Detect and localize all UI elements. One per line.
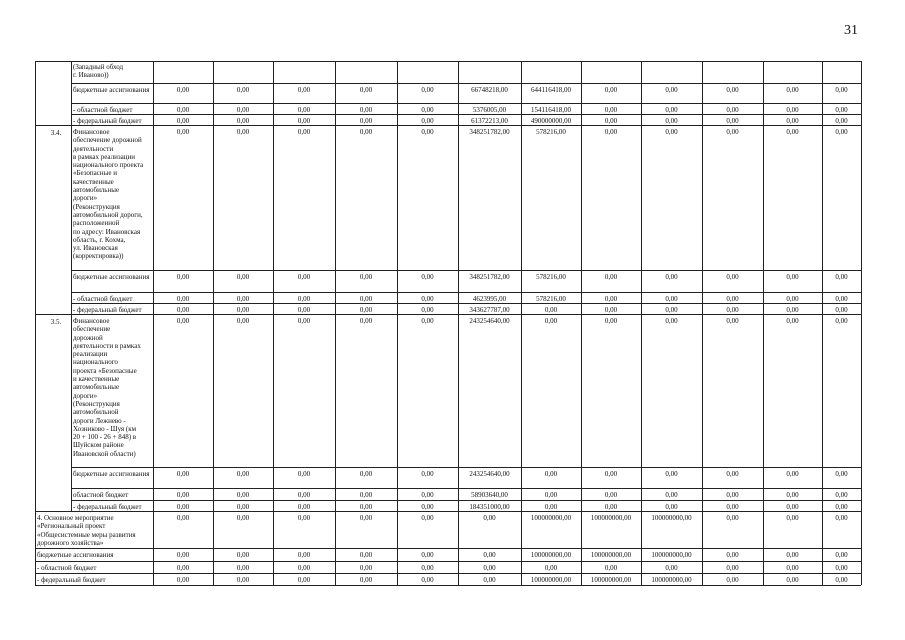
- budget-value-cell: 0,00: [297, 470, 311, 478]
- row-border: [71, 270, 861, 271]
- budget-value-cell: 0,00: [297, 551, 311, 559]
- budget-value-cell: 348251782,00: [469, 273, 510, 281]
- budget-value-cell: 0,00: [544, 564, 558, 572]
- budget-value-cell: 0,00: [297, 106, 311, 114]
- item-number: 3.5.: [50, 318, 62, 326]
- budget-value-cell: 0,00: [359, 564, 373, 572]
- budget-value-cell: 100000000,00: [651, 551, 692, 559]
- funding-source-label: бюджетные ассигнования: [37, 551, 114, 559]
- budget-value-cell: 0,00: [176, 117, 190, 125]
- budget-value-cell: 0,00: [483, 576, 496, 584]
- project-description: Финансовое обеспечение дорожной деятельности в рамках реализации национального проекта «Безопасные и качественные автомобильные дороги» (Реконструкция автомобильной дороги, расположенной по адресу: Ивановская область, г. Кохма, ул. Ивановская (корректировка)): [73, 128, 144, 261]
- budget-value-cell: 0,00: [835, 551, 848, 559]
- budget-value-cell: 0,00: [236, 117, 250, 125]
- budget-value-cell: 0,00: [236, 503, 250, 511]
- budget-value-cell: 100000000,00: [651, 514, 692, 522]
- budget-value-cell: 0,00: [726, 106, 739, 114]
- budget-value-cell: 0,00: [604, 564, 618, 572]
- budget-value-cell: 0,00: [604, 117, 618, 125]
- budget-value-cell: 0,00: [835, 491, 848, 499]
- budget-value-cell: 0,00: [421, 551, 434, 559]
- budget-value-cell: 0,00: [604, 273, 618, 281]
- budget-value-cell: 0,00: [176, 306, 190, 314]
- budget-value-cell: 0,00: [726, 470, 739, 478]
- budget-value-cell: 0,00: [421, 317, 434, 325]
- budget-value-cell: 0,00: [297, 128, 311, 136]
- budget-value-cell: 578216,00: [536, 128, 566, 136]
- budget-value-cell: 0,00: [726, 491, 739, 499]
- budget-value-cell: 0,00: [786, 564, 799, 572]
- budget-value-cell: 0,00: [176, 470, 190, 478]
- budget-value-cell: 0,00: [421, 576, 434, 584]
- funding-source-label: - федеральный бюджет: [73, 503, 142, 511]
- budget-value-cell: 0,00: [726, 514, 739, 522]
- budget-value-cell: 644116418,00: [531, 86, 571, 94]
- budget-value-cell: 0,00: [786, 470, 799, 478]
- budget-value-cell: 154116418,00: [531, 106, 571, 114]
- funding-source-label: - федеральный бюджет: [73, 306, 142, 314]
- budget-value-cell: 0,00: [421, 514, 434, 522]
- budget-value-cell: 0,00: [176, 273, 190, 281]
- budget-value-cell: 100000000,00: [590, 551, 632, 559]
- budget-value-cell: 0,00: [726, 86, 739, 94]
- budget-value-cell: 0,00: [236, 106, 250, 114]
- budget-value-cell: 0,00: [421, 503, 434, 511]
- row-border: [71, 103, 861, 104]
- budget-value-cell: 0,00: [359, 86, 373, 94]
- budget-value-cell: 0,00: [665, 317, 678, 325]
- budget-value-cell: 0,00: [665, 86, 678, 94]
- budget-value-cell: 0,00: [483, 514, 496, 522]
- budget-value-cell: 0,00: [544, 503, 558, 511]
- budget-value-cell: 0,00: [835, 128, 848, 136]
- budget-value-cell: 0,00: [359, 551, 373, 559]
- funding-source-label: - областной бюджет: [73, 106, 133, 114]
- budget-value-cell: 0,00: [835, 117, 848, 125]
- budget-value-cell: 100000000,00: [530, 514, 572, 522]
- budget-value-cell: 0,00: [726, 564, 739, 572]
- budget-value-cell: 0,00: [786, 295, 799, 303]
- funding-source-label: - областной бюджет: [37, 564, 97, 572]
- budget-value-cell: 5376005,00: [472, 106, 507, 114]
- column-border: [71, 61, 72, 511]
- budget-value-cell: 0,00: [726, 295, 739, 303]
- budget-value-cell: 0,00: [236, 551, 250, 559]
- funding-source-label: бюджетные ассигнования: [73, 86, 150, 94]
- budget-value-cell: 0,00: [726, 117, 739, 125]
- budget-value-cell: 0,00: [297, 306, 311, 314]
- budget-value-cell: 0,00: [421, 306, 434, 314]
- budget-value-cell: 0,00: [236, 295, 250, 303]
- budget-value-cell: 0,00: [786, 491, 799, 499]
- budget-value-cell: 0,00: [835, 106, 848, 114]
- funding-source-label: - федеральный бюджет: [37, 576, 106, 584]
- row-border: [35, 585, 861, 586]
- item-number: 3.4.: [50, 129, 62, 137]
- budget-value-cell: 4623995,00: [472, 295, 507, 303]
- budget-value-cell: 0,00: [297, 86, 311, 94]
- budget-value-cell: 0,00: [297, 117, 311, 125]
- budget-value-cell: 0,00: [665, 503, 678, 511]
- funding-source-label: бюджетные ассигнования: [73, 273, 150, 281]
- funding-source-label: - федеральный бюджет: [73, 117, 142, 125]
- budget-value-cell: 0,00: [786, 128, 799, 136]
- budget-value-cell: 0,00: [544, 470, 558, 478]
- budget-value-cell: 0,00: [786, 576, 799, 584]
- budget-value-cell: 0,00: [236, 306, 250, 314]
- budget-value-cell: 0,00: [544, 317, 558, 325]
- budget-value-cell: 0,00: [604, 106, 618, 114]
- budget-value-cell: 0,00: [726, 306, 739, 314]
- budget-value-cell: 0,00: [665, 128, 678, 136]
- budget-value-cell: 0,00: [835, 317, 848, 325]
- budget-value-cell: 0,00: [176, 86, 190, 94]
- row-border: [71, 292, 861, 293]
- row-border: [35, 561, 861, 562]
- budget-value-cell: 578216,00: [536, 273, 566, 281]
- budget-value-cell: 0,00: [665, 306, 678, 314]
- budget-value-cell: 0,00: [786, 317, 799, 325]
- project-description-continued: (Западный обход г. Иваново)): [73, 63, 124, 80]
- budget-value-cell: 0,00: [236, 317, 250, 325]
- event-description: 4. Основное мероприятие «Региональный проект «Общесистемные меры развития дорожного хозяйства»: [37, 514, 136, 547]
- budget-value-cell: 0,00: [726, 576, 739, 584]
- budget-value-cell: 0,00: [726, 273, 739, 281]
- row-border: [71, 500, 861, 501]
- budget-value-cell: 0,00: [665, 295, 678, 303]
- budget-value-cell: 0,00: [236, 470, 250, 478]
- budget-value-cell: 0,00: [786, 503, 799, 511]
- budget-value-cell: 0,00: [297, 317, 311, 325]
- budget-value-cell: 0,00: [604, 317, 618, 325]
- budget-value-cell: 0,00: [297, 576, 311, 584]
- budget-value-cell: 100000000,00: [590, 576, 632, 584]
- funding-source-label: областной бюджет: [73, 491, 129, 499]
- budget-value-cell: 0,00: [236, 514, 250, 522]
- budget-value-cell: 0,00: [236, 491, 250, 499]
- budget-value-cell: 0,00: [176, 491, 190, 499]
- budget-value-cell: 0,00: [421, 470, 434, 478]
- row-border: [35, 573, 861, 574]
- budget-value-cell: 0,00: [359, 295, 373, 303]
- funding-source-label: бюджетные ассигнования: [73, 470, 150, 478]
- budget-value-cell: 0,00: [483, 564, 496, 572]
- budget-value-cell: 0,00: [835, 514, 848, 522]
- budget-value-cell: 0,00: [483, 551, 496, 559]
- budget-value-cell: 0,00: [835, 273, 848, 281]
- budget-value-cell: 61372213,00: [471, 117, 508, 125]
- row-border: [71, 488, 861, 489]
- budget-value-cell: 0,00: [835, 503, 848, 511]
- budget-value-cell: 0,00: [421, 128, 434, 136]
- budget-value-cell: 100000000,00: [530, 551, 572, 559]
- budget-value-cell: 0,00: [835, 576, 848, 584]
- budget-value-cell: 343627787,00: [469, 306, 510, 314]
- budget-value-cell: 0,00: [726, 317, 739, 325]
- budget-value-cell: 0,00: [786, 273, 799, 281]
- budget-value-cell: 0,00: [297, 503, 311, 511]
- budget-value-cell: 0,00: [786, 514, 799, 522]
- budget-value-cell: 0,00: [835, 564, 848, 572]
- budget-value-cell: 0,00: [297, 491, 311, 499]
- budget-value-cell: 0,00: [421, 86, 434, 94]
- budget-value-cell: 0,00: [297, 273, 311, 281]
- budget-value-cell: 0,00: [786, 86, 799, 94]
- budget-value-cell: 100000000,00: [530, 576, 572, 584]
- budget-value-cell: 0,00: [176, 514, 190, 522]
- column-border: [35, 61, 36, 585]
- budget-value-cell: 0,00: [726, 128, 739, 136]
- budget-value-cell: 0,00: [604, 295, 618, 303]
- budget-value-cell: 0,00: [359, 106, 373, 114]
- budget-value-cell: 490000000,00: [530, 117, 572, 125]
- budget-value-cell: 0,00: [176, 295, 190, 303]
- budget-value-cell: 0,00: [176, 128, 190, 136]
- budget-value-cell: 0,00: [604, 503, 618, 511]
- budget-value-cell: 0,00: [421, 564, 434, 572]
- budget-value-cell: 0,00: [176, 317, 190, 325]
- budget-value-cell: 0,00: [297, 295, 311, 303]
- budget-value-cell: 58903640,00: [471, 491, 508, 499]
- budget-value-cell: 0,00: [359, 117, 373, 125]
- budget-value-cell: 66748218,00: [471, 86, 508, 94]
- budget-value-cell: 0,00: [604, 306, 618, 314]
- budget-value-cell: 0,00: [297, 514, 311, 522]
- budget-value-cell: 0,00: [835, 295, 848, 303]
- budget-value-cell: 0,00: [421, 273, 434, 281]
- budget-value-cell: 0,00: [665, 106, 678, 114]
- budget-value-cell: 0,00: [176, 503, 190, 511]
- page-number: 31: [844, 23, 858, 38]
- budget-value-cell: 0,00: [604, 491, 618, 499]
- budget-value-cell: 578216,00: [536, 295, 566, 303]
- budget-value-cell: 100000000,00: [651, 576, 692, 584]
- budget-value-cell: 0,00: [359, 514, 373, 522]
- budget-value-cell: 0,00: [359, 317, 373, 325]
- funding-source-label: - областной бюджет: [73, 295, 133, 303]
- budget-value-cell: 348251782,00: [469, 128, 510, 136]
- budget-value-cell: 0,00: [236, 564, 250, 572]
- budget-value-cell: 0,00: [421, 106, 434, 114]
- budget-value-cell: 0,00: [726, 551, 739, 559]
- budget-value-cell: 0,00: [835, 306, 848, 314]
- budget-value-cell: 0,00: [835, 470, 848, 478]
- row-border: [35, 61, 861, 62]
- budget-value-cell: 0,00: [604, 128, 618, 136]
- budget-value-cell: 0,00: [236, 86, 250, 94]
- row-border: [35, 548, 861, 549]
- budget-value-cell: 0,00: [665, 273, 678, 281]
- budget-value-cell: 0,00: [786, 106, 799, 114]
- budget-value-cell: 184351000,00: [469, 503, 510, 511]
- budget-value-cell: 0,00: [236, 273, 250, 281]
- budget-value-cell: 0,00: [297, 564, 311, 572]
- project-description: Финансовое обеспечение дорожной деятельности в рамках реализации национального проекта «Безопасные и качественные автомобильные дороги» (Реконструкция автомобильной дороги Лежнево - Хозниково - Шуя (км 20 + 100 - 26 + 848) в Шуйском районе Ивановской области): [73, 317, 141, 458]
- budget-value-cell: 0,00: [359, 273, 373, 281]
- budget-value-cell: 0,00: [359, 491, 373, 499]
- budget-value-cell: 0,00: [176, 106, 190, 114]
- budget-value-cell: 0,00: [359, 306, 373, 314]
- budget-value-cell: 0,00: [665, 491, 678, 499]
- budget-value-cell: 0,00: [604, 86, 618, 94]
- budget-value-cell: 0,00: [786, 551, 799, 559]
- budget-value-cell: 0,00: [236, 576, 250, 584]
- budget-value-cell: 243254640,00: [469, 470, 510, 478]
- budget-value-cell: 0,00: [786, 306, 799, 314]
- budget-value-cell: 0,00: [176, 564, 190, 572]
- budget-value-cell: 0,00: [359, 503, 373, 511]
- budget-value-cell: 100000000,00: [590, 514, 632, 522]
- budget-value-cell: 0,00: [421, 491, 434, 499]
- budget-value-cell: 0,00: [665, 564, 678, 572]
- budget-value-cell: 0,00: [726, 503, 739, 511]
- budget-value-cell: 0,00: [421, 295, 434, 303]
- column-border: [861, 61, 862, 585]
- budget-value-cell: 0,00: [236, 128, 250, 136]
- budget-value-cell: 0,00: [604, 470, 618, 478]
- budget-value-cell: 0,00: [544, 306, 558, 314]
- budget-value-cell: 0,00: [665, 117, 678, 125]
- budget-value-cell: 0,00: [176, 576, 190, 584]
- budget-value-cell: 0,00: [544, 491, 558, 499]
- budget-value-cell: 0,00: [359, 576, 373, 584]
- row-border: [71, 83, 861, 84]
- row-border: [71, 467, 861, 468]
- budget-value-cell: 0,00: [359, 128, 373, 136]
- budget-value-cell: 0,00: [359, 470, 373, 478]
- budget-value-cell: 0,00: [665, 470, 678, 478]
- budget-value-cell: 243254640,00: [469, 317, 510, 325]
- budget-value-cell: 0,00: [786, 117, 799, 125]
- budget-value-cell: 0,00: [835, 86, 848, 94]
- budget-value-cell: 0,00: [421, 117, 434, 125]
- budget-value-cell: 0,00: [176, 551, 190, 559]
